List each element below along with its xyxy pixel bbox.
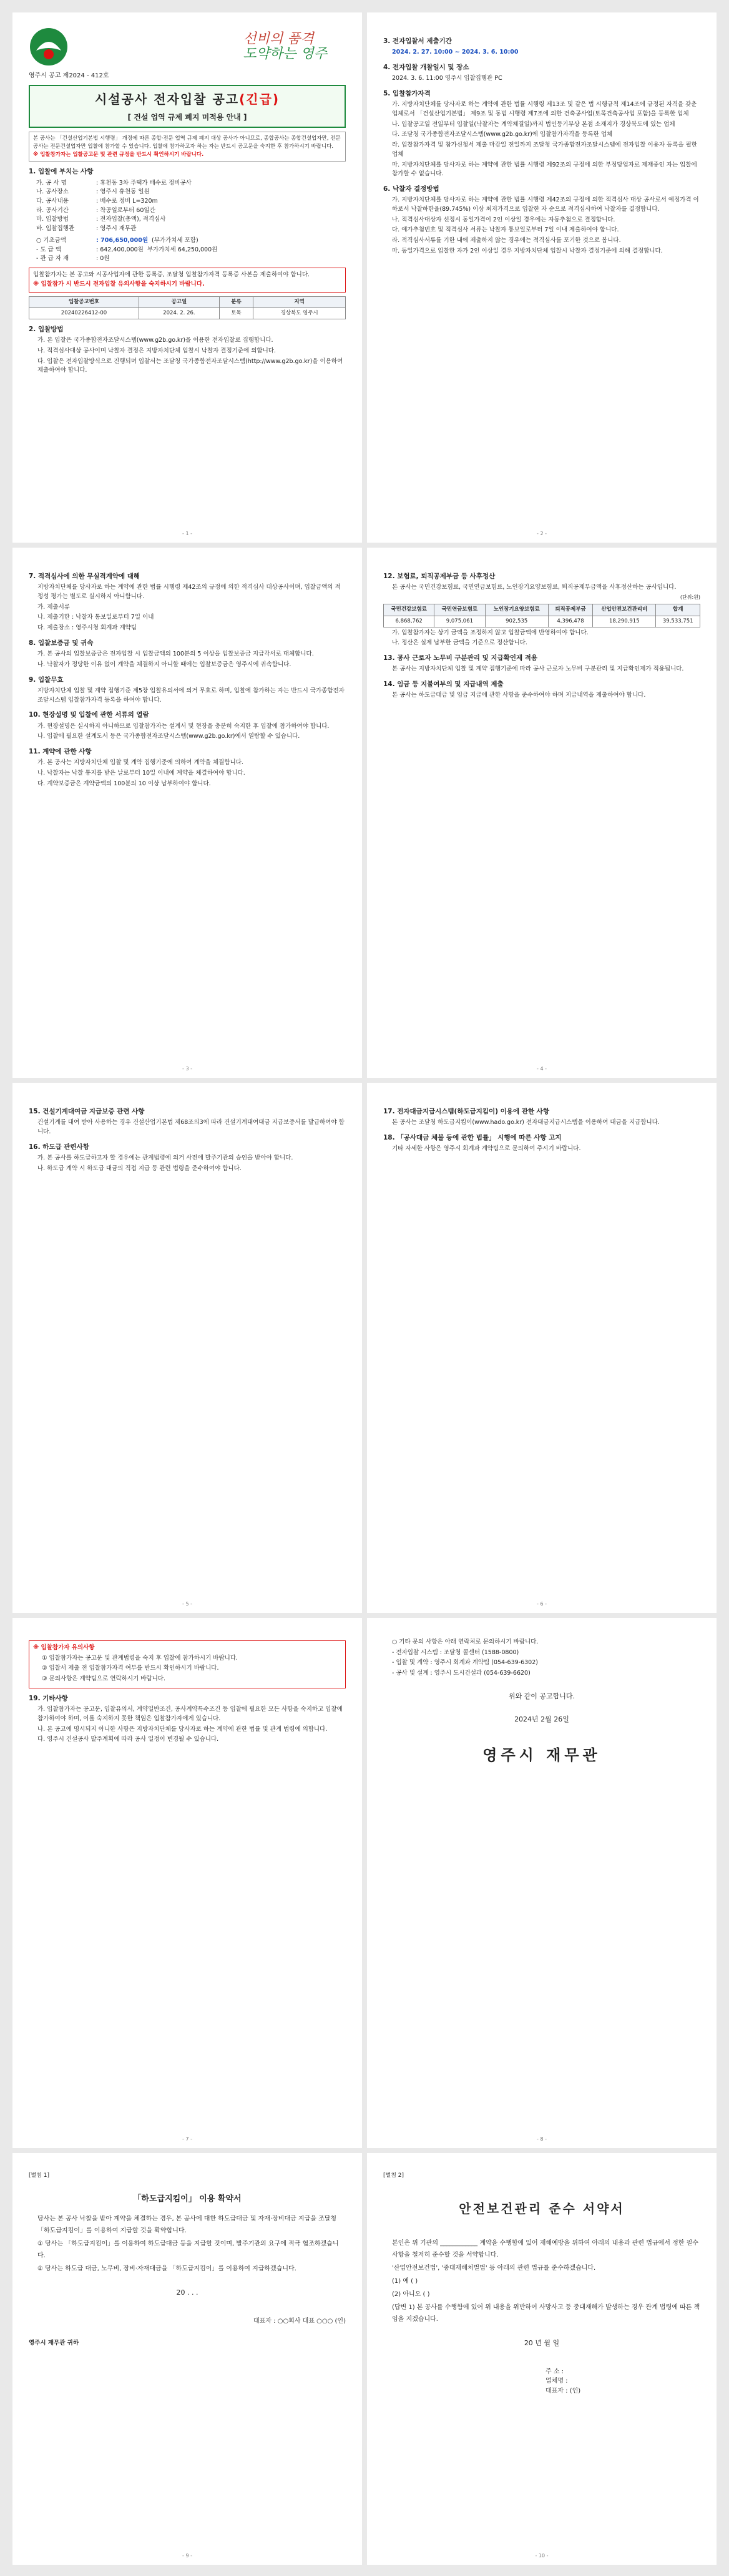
budget-note: (부가가치세 포함): [152, 236, 198, 244]
subtitle: [ 건설 업역 규제 폐지 미적용 안내 ]: [127, 112, 247, 122]
title-box: [29, 85, 346, 128]
page-8: ○ 기타 문의 사항은 아래 연락처로 문의하시기 바랍니다. - 전자입찰 시스템 : 조달청 콜센터 (1588-0800) - 입찰 및 계약 : 영주시 회계과 계약팀 (054-639-6302) - 공사 및 설계 : 영주시 도시건설과 (054-639-6620) 위와 같이 공고합니다. 2024년 2월 26일 영주시 재무관 - 8 -: [367, 1618, 717, 2148]
section-8-items: [29, 650, 346, 669]
page-title: 시설공사 전자입찰 공고(긴급): [94, 91, 280, 107]
list-item: 당사는 본 공사 낙찰을 받아 계약을 체결하는 경우, 본 공사에 대한 하도급대금 및 자재·장비대금 지급을 조달청 「하도급지킴이」를 이용하여 지급할 것을 확약합니다.: [37, 2215, 337, 2235]
yeongju-emblem-icon: [29, 27, 69, 67]
list-item: 지방자치단체 입찰 및 계약 집행기준 제5장 입찰유의서에 의거 무효로 하며, 입찰에 참가하는 자는 반드시 국가종합전자조달시스템 입찰참가자격 등록을 하여야 합니다.: [37, 687, 345, 704]
info-row: [29, 197, 346, 206]
list-item: - 전자입찰 시스템 : 조달청 콜센터 (1588-0800): [392, 1649, 519, 1656]
section-heading: 1. 입찰에 부치는 사항: [29, 168, 94, 176]
info-key: 나. 공사장소: [36, 188, 69, 196]
section-heading: 15. 건설기계대여금 지급보증 관련 사항: [29, 1108, 145, 1115]
page-number: - 10 -: [535, 2552, 549, 2559]
list-item: 다. 제출장소 : 영주시청 회계과 계약팀: [37, 624, 137, 632]
list-item: ① 입찰참가자는 공고문 및 관계법령을 숙지 후 입찰에 참가하시기 바랍니다.: [42, 1654, 238, 1662]
page-1: [12, 12, 362, 543]
section-heading: 7. 적격심사에 의한 무실격계약에 대해: [29, 573, 140, 580]
list-item: '산업안전보건법', '중대재해처벌법' 등 아래의 관련 법규를 준수하겠습니다.: [392, 2264, 596, 2272]
info-key: 마. 입찰방법: [36, 216, 69, 223]
page-number: - 7 -: [182, 2136, 192, 2142]
insurance-table: [383, 604, 700, 627]
list-item: ② 당사는 하도급 대금, 노무비, 장비·자재대금을 「하도급지킴이」를 이용하여 지급하겠습니다.: [37, 2265, 296, 2273]
table-header-cell: 분류: [219, 296, 253, 307]
budget-row: [29, 246, 346, 255]
list-item: 가. 본 공사는 지방자치단체 입찰 및 계약 집행기준에 의하여 계약을 체결합니다.: [37, 759, 243, 767]
table-header-cell: 노인장기요양보험료: [485, 604, 548, 616]
section-heading: 12. 보험료, 퇴직공제부금 등 사후정산: [383, 573, 496, 580]
section-10-items: [29, 722, 346, 742]
section-heading: 13. 공사 근로자 노무비 구분관리 및 지급확인제 적용: [383, 654, 538, 662]
page-6: 17. 전자대금지급시스템(하도급지킴이) 이용에 관한 사항 본 공사는 조달청 하도급지킴이(www.hado.go.kr) 전자대금지급시스템을 이용하여 대금을 지급합니다. 18. 「공사대금 체불 등에 관한 법률」 시행에 따른 사항 고지 기타 자세한 사항은 영주시 회계과 계약팀으로 문의하여 주시기 바랍니다. - 6 -: [367, 1083, 717, 1613]
info-key: 라. 공사기간: [36, 206, 69, 214]
table-cell: 6,868,762: [384, 616, 434, 627]
warning-box: ※ 입찰참가자 유의사항 ① 입찰참가자는 공고문 및 관계법령을 숙지 후 입찰에 참가하시기 바랍니다. ② 입찰서 제출 전 입찰참가자격 여부를 반드시 확인하시기 바랍니다. ③ 문의사항은 계약팀으로 연락하시기 바랍니다.: [29, 1640, 346, 1688]
budget-list: [29, 236, 346, 264]
list-item: 나. 입찰에 필요한 설계도서 등은 국가종합전자조달시스템(www.g2b.go.kr)에서 열람할 수 있습니다.: [37, 733, 300, 740]
list-item: (1) 예 ( ): [392, 2277, 418, 2285]
section-heading: 16. 하도급 관련사항: [29, 1143, 89, 1151]
budget-key: - 도 급 액: [36, 246, 62, 253]
table-cell: 토목: [219, 307, 253, 319]
list-item: 가. 지방자치단체를 당사자로 하는 계약에 관한 법률 시행령 제42조의 규정에 의한 적격심사 대상 공사로서 예정가격 이하로서 낙찰하한율(89.745%) 이상 최저가격으로 입찰한 자 순으로 적격심사하여 낙찰자를 결정합니다.: [392, 196, 699, 213]
list-item: 나. 본 공고에 명시되지 아니한 사항은 지방자치단체를 당사자로 하는 계약에 관한 법률 및 관계 법령에 의합니다.: [37, 1725, 328, 1733]
table-cell: 경상북도 영주시: [253, 307, 346, 319]
info-key: 다. 공사내용: [36, 198, 69, 205]
table-cell: 20240226412-00: [29, 307, 139, 319]
table-header-cell: 합계: [656, 604, 700, 616]
info-row: [29, 206, 346, 216]
budget-value: : 706,650,000원: [96, 236, 148, 244]
authority-signature: 영주시 재무관: [482, 1745, 601, 1764]
page-2: 3. 전자입찰서 제출기간 2024. 2. 27. 10:00 ~ 2024. 3. 6. 10:00 4. 전자입찰 개찰일시 및 장소 2024. 3. 6. 11:00 영주시 입찰집행관 PC 5. 입찰참가자격 가. 지방자치단체를 당사자로 하는 계약에 관한 법률 시행령 제13조 및 같은 법 시행규칙 제14조에 규정된 자격을 갖춘 업체로서 「건설산업기본법」 제9조 및 동법 시행령 제7조에 의한 건축공사업(토목건축공사업 포함)을 등록한 업체 나. 입찰공고일 전일부터 입찰일(낙찰자는 계약체결일)까지 법인등기부상 본점 소재지가 경상북도에 있는 업체 다. 조달청 국가종합전자조달시스템(www.g2b.go.kr)에 입찰참가자격을 등록한 업체 라. 입찰참가자격 및 참가신청서 제출 마감일 전일까지 조달청 국가종합전자조달시스템에 전자입찰 이용자 등록을 필한 업체 마. 지방자치단체를 당사자로 하는 계약에 관한 법률 시행령 제92조의 규정에 의한 부정당업자로 제재중인 자는 입찰에 참가할 수 없습니다. 6. 낙찰자 결정방법 가. 지방자치단체를 당사자로 하는 계약에 관한 법률 시행령 제42조의 규정에 의한 적격심사 대상 공사로서 예정가격 이하로서 낙찰하한율(89.745%) 이상 최저가격으로 입찰한 자 순으로 적격심사하여 낙찰자를 결정합니다. 나. 적격심사대상자 선정시 동일가격이 2인 이상일 경우에는 자동추첨으로 결정합니다. 다. 예가추첨번호 및 적격심사 서류는 낙찰자 통보일로부터 7일 이내 제출하여야 합니다. 라. 적격심사서류를 기한 내에 제출하지 않는 경우에는 적격심사를 포기한 것으로 봅니다. 마. 동일가격으로 입찰한 자가 2인 이상일 경우 지방자치단체 입찰시 낙찰자 결정기준에 의해 결정합니다. - 2 -: [367, 12, 717, 543]
section-heading: 9. 입찰무효: [29, 675, 64, 684]
section-5-items: [383, 100, 700, 179]
list-item: 다. 예가추첨번호 및 적격심사 서류는 낙찰자 통보일로부터 7일 이내 제출하여야 합니다.: [392, 226, 619, 234]
section-heading: 3. 전자입찰서 제출기간: [383, 37, 452, 45]
list-item: ③ 문의사항은 계약팀으로 연락하시기 바랍니다.: [42, 1675, 165, 1683]
section-7-items: [29, 583, 346, 633]
info-row: [29, 179, 346, 188]
budget-key: - 관 급 자 재: [36, 255, 69, 263]
info-value: : 착공일로부터 60일간: [96, 206, 155, 214]
list-item: 다. 영주시 건설공사 발주계획에 따라 공사 일정이 변경될 수 있습니다.: [37, 1736, 219, 1743]
list-item: 본인은 위 기관의 ____________ 계약을 수행함에 있어 재해예방을 위하여 아래의 내용과 관련 법규에서 정한 필수사항을 철저히 준수할 것을 서약합니다.: [392, 2239, 698, 2259]
list-item: (답변 1) 본 공사를 수행함에 있어 위 내용을 위반하여 사망사고 등 중대재해가 발생하는 경우 관계 법령에 따른 책임을 지겠습니다.: [392, 2303, 700, 2323]
list-item: 가. 현장설명은 실시하지 아니하므로 입찰참가자는 설계서 및 현장을 충분히 숙지한 후 입찰에 참가하여야 합니다.: [37, 722, 330, 730]
notice-date: 2024년 2월 26일: [514, 1715, 569, 1723]
list-item: 다. 계약보증금은 계약금액의 100분의 10 이상 납부하여야 합니다.: [37, 780, 211, 787]
info-row: [29, 225, 346, 234]
slogan: 선비의 품격 도약하는 영주: [243, 31, 327, 62]
page-number: - 3 -: [182, 1065, 192, 1072]
list-item: 마. 지방자치단체를 당사자로 하는 계약에 관한 법률 시행령 제92조의 규정에 의한 부정당업자로 제재중인 자는 입찰에 참가할 수 없습니다.: [392, 161, 697, 178]
budget-value: : 0원: [96, 255, 110, 263]
list-item: 라. 적격심사서류를 기한 내에 제출하지 않는 경우에는 적격심사를 포기한 것으로 봅니다.: [392, 237, 621, 245]
list-item: 가. 본 공사의 입찰보증금은 전자입찰 시 입찰금액의 100분의 5 이상을 입찰보증금 지급각서로 대체합니다.: [37, 651, 314, 658]
page-4: 12. 보험료, 퇴직공제부금 등 사후정산 본 공사는 국민건강보험료, 국민연금보험료, 노인장기요양보험료, 퇴직공제부금액을 사후정산하는 공사입니다. (단위:원) 국민건강보험료 국민연금보험료 노인장기요양보험료 퇴직공제부금 산업안전보건관리비 합계 6,868,762 9,075,061 902,535 4,396,478 18,290,915 39,533,751 가. 입찰참가자는 상기 금액을 조정하지 않고 입찰금액에 반영하여야 합니다. 나. 정산은 실제 납부한 금액을 기준으로 정산합니다. 13. 공사 근로자 노무비 구분관리 및 지급확인제 적용 본 공사는 지방자치단체 입찰 및 계약 집행기준에 따라 공사 근로자 노무비 구분관리 및 지급확인제가 적용됩니다. 14. 임금 등 지불여부의 및 지급내역 제출 본 공사는 하도급대금 및 임금 지급에 관한 사항을 준수하여야 하며 지급내역을 제출하여야 합니다. - 4 -: [367, 548, 717, 1078]
page-number: - 8 -: [537, 2136, 547, 2142]
page-number: - 1 -: [182, 530, 192, 536]
list-item: 마. 동일가격으로 입찰한 자가 2인 이상일 경우 지방자치단체 입찰시 낙찰자 결정기준에 의해 결정합니다.: [392, 247, 663, 254]
page-9-form-1: [별첨 1] 「하도급지킴이」 이용 확약서 당사는 본 공사 낙찰을 받아 계약을 체결하는 경우, 본 공사에 대한 하도급대금 및 자재·장비대금 지급을 조달청 「하도급지킴이」를 이용하여 지급할 것을 확약합니다. ① 당사는 「하도급지킴이」를 이용하여 하도급대금 등을 지급할 것이며, 발주기관의 요구에 적극 협조하겠습니다. ② 당사는 하도급 대금, 노무비, 장비·자재대금을 「하도급지킴이」를 이용하여 지급하겠습니다. 20 . . . 대표자 : ○○회사 대표 ○○○ (인) 영주시 재무관 귀하 - 9 -: [12, 2153, 362, 2565]
table-cell: 2024. 2. 26.: [139, 307, 219, 319]
section-heading: 8. 입찰보증금 및 귀속: [29, 639, 94, 647]
section-19-items: [29, 1705, 346, 1745]
info-value: : 전자입찰(총액), 적격심사: [96, 216, 166, 223]
info-key: 가. 공 사 명: [36, 179, 67, 186]
page-5: 15. 건설기계대여금 지급보증 관련 사항 건설기계를 대여 받아 사용하는 경우 건설산업기본법 제68조의3에 따라 건설기계대여대금 지급보증서를 발급하여야 합니다. 16. 하도급 관련사항 가. 본 공사를 하도급하고자 할 경우에는 관계법령에 의거 사전에 발주기관의 승인을 받아야 합니다. 나. 하도급 계약 시 하도급 대금의 직접 지급 등 관련 법령을 준수하여야 합니다. - 5 -: [12, 1083, 362, 1613]
section-12-notes: [383, 629, 700, 648]
info-key: 바. 입찰집행관: [36, 225, 75, 233]
table-header-cell: 입찰공고번호: [29, 296, 139, 307]
list-item: (2) 아니오 ( ): [392, 2290, 430, 2298]
table-cell: 39,533,751: [656, 616, 700, 627]
section-16-items: [29, 1154, 346, 1173]
list-item: 나. 하도급 계약 시 하도급 대금의 직접 지급 등 관련 법령을 준수하여야 합니다.: [37, 1165, 242, 1172]
list-item: 가. 지방자치단체를 당사자로 하는 계약에 관한 법률 시행령 제13조 및 같은 법 시행규칙 제14조에 규정된 자격을 갖춘 업체로서 「건설산업기본법」 제9조 및 동법 시행령 제7조에 의한 건축공사업(토목건축공사업 포함)을 등록한 업체: [392, 101, 697, 117]
info-value: : 휴천동 3차 주택가 배수로 정비공사: [96, 179, 192, 186]
budget-value: : 642,400,000원: [96, 246, 144, 253]
list-item: 나. 적격심사대상자 선정시 동일가격이 2인 이상일 경우에는 자동추첨으로 결정합니다.: [392, 216, 615, 223]
table-header-cell: 지역: [253, 296, 346, 307]
list-item: 다. 조달청 국가종합전자조달시스템(www.g2b.go.kr)에 입찰참가자격을 등록한 업체: [392, 131, 613, 138]
table-cell: 4,396,478: [548, 616, 592, 627]
table-header-cell: 공고일: [139, 296, 219, 307]
page-3: [12, 548, 362, 1078]
section-9-items: [29, 687, 346, 705]
section-heading: 6. 낙찰자 결정방법: [383, 185, 439, 193]
section-6-items: [383, 196, 700, 256]
list-item: 다. 입찰은 전자입찰방식으로 진행되며 입찰서는 조달청 국가종합전자조달시스템(http://www.g2b.go.kr)을 이용하여 제출하여야 합니다.: [37, 357, 343, 374]
list-item: - 공사 및 설계 : 영주시 도시건설과 (054-639-6620): [392, 1670, 531, 1677]
form-body: [29, 2213, 346, 2275]
list-item: 가. 본 입찰은 국가종합전자조달시스템(www.g2b.go.kr)을 이용한 전자입찰로 집행합니다.: [37, 337, 273, 344]
section-2-items: [29, 336, 346, 375]
table-cell: 9,075,061: [434, 616, 485, 627]
contact-lines: [383, 1649, 700, 1678]
list-item: 나. 제출기한 : 낙찰자 통보일로부터 7일 이내: [37, 614, 154, 621]
budget-note: 부가가치세 64,250,000원: [147, 246, 218, 253]
form-title: 「하도급지킴이」 이용 확약서: [133, 2194, 242, 2204]
list-item: 가. 제출서류: [37, 603, 70, 611]
table-header-cell: 국민연금보험료: [434, 604, 485, 616]
info-row: [29, 188, 346, 197]
info-value: : 영주시 재무관: [96, 225, 137, 233]
section-heading: 10. 현장설명 및 입찰에 관한 서류의 열람: [29, 711, 149, 719]
info-value: : 배수로 정비 L=320m: [96, 198, 158, 205]
section-heading: 19. 기타사항: [29, 1694, 68, 1702]
intro-box: 본 공사는 「건설산업기본법 시행령」 개정에 따른 종합·전문 업역 규제 폐지 대상 공사가 아니므로, 종합공사는 종합건설업자만, 전문공사는 전문건설업자만 입찰에 참가할 수 있습니다. 입찰에 참가하고자 하는 자는 반드시 공고문을 숙지한 후 참가하시기 바랍니다. ※ 입찰참가자는 입찰공고문 및 관련 규정을 반드시 확인하시기 바랍니다.: [29, 132, 346, 162]
section-heading: 5. 입찰참가자격: [383, 89, 431, 97]
budget-row: [29, 236, 346, 246]
list-item: 나. 정산은 실제 납부한 금액을 기준으로 정산합니다.: [392, 639, 527, 647]
page-number: - 9 -: [182, 2552, 192, 2559]
section-heading: 2. 입찰방법: [29, 325, 64, 333]
page-10-form-2: [별첨 2] 안전보건관리 준수 서약서 본인은 위 기관의 ____________ 계약을 수행함에 있어 재해예방을 위하여 아래의 내용과 관련 법규에서 정한 필수사항을 철저히 준수할 것을 서약합니다. '산업안전보건법', '중대재해처벌법' 등 아래의 관련 법규를 준수하겠습니다. (1) 예 ( ) (2) 아니오 ( ) (답변 1) 본 공사를 수행함에 있어 위 내용을 위반하여 사망사고 등 중대재해가 발생하는 경우 관계 법령에 따른 책임을 지겠습니다. 20 년 월 일 주 소 : 업체명 : 대표자 : (인) - 10 -: [367, 2153, 717, 2565]
table-cell: 18,290,915: [593, 616, 656, 627]
info-value: : 영주시 휴천동 일원: [96, 188, 150, 196]
table-header-cell: 퇴직공제부금: [548, 604, 592, 616]
budget-row: [29, 254, 346, 264]
section-heading: 17. 전자대금지급시스템(하도급지킴이) 이용에 관한 사항: [383, 1108, 549, 1115]
section-heading: 4. 전자입찰 개찰일시 및 장소: [383, 63, 469, 71]
section-11-items: [29, 758, 346, 788]
form-title: 안전보건관리 준수 서약서: [459, 2201, 625, 2216]
list-item: 가. 본 공사를 하도급하고자 할 경우에는 관계법령에 의거 사전에 발주기관의 승인을 받아야 합니다.: [37, 1154, 293, 1161]
notice-number: 영주시 공고 제2024 - 412호: [29, 72, 109, 79]
section-1-items: [29, 179, 346, 234]
list-item: 나. 입찰공고일 전일부터 입찰일(낙찰자는 계약체결일)까지 법인등기부상 본점 소재지가 경상북도에 있는 업체: [392, 120, 675, 128]
info-row: [29, 215, 346, 225]
list-item: - 입찰 및 계약 : 영주시 회계과 계약팀 (054-639-6302): [392, 1659, 538, 1667]
form-body: [383, 2237, 700, 2325]
list-item: 가. 입찰참가자는 공고문, 입찰유의서, 계약일반조건, 공사계약특수조건 등 입찰에 필요한 모든 사항을 숙지하고 입찰에 참가하여야 하며, 이를 숙지하지 못한 책임은 입찰참가자에게 있습니다.: [37, 1706, 343, 1722]
list-item: ① 당사는 「하도급지킴이」를 이용하여 하도급대금 등을 지급할 것이며, 발주기관의 요구에 적극 협조하겠습니다.: [37, 2240, 339, 2260]
meta-table: [29, 296, 346, 319]
notice-box: 입찰참가자는 본 공고와 시공사업자에 관한 등록증, 조달청 입찰참가자격 등록증 사본을 제출하여야 합니다. ※ 입찰참가 시 반드시 전자입찰 유의사항을 숙지하시기 바랍니다.: [29, 268, 346, 292]
header-logo-row: [29, 25, 346, 69]
list-item: 라. 입찰참가자격 및 참가신청서 제출 마감일 전일까지 조달청 국가종합전자조달시스템에 전자입찰 이용자 등록을 필한 업체: [392, 142, 697, 158]
table-cell: 902,535: [485, 616, 548, 627]
budget-key: ○ 기초금액: [36, 236, 67, 244]
list-item: 가. 입찰참가자는 상기 금액을 조정하지 않고 입찰금액에 반영하여야 합니다.: [392, 629, 589, 636]
page-7: [12, 1618, 362, 2148]
section-heading: 18. 「공사대금 체불 등에 관한 법률」 시행에 따른 사항 고지: [383, 1133, 562, 1141]
page-number: - 6 -: [537, 1600, 547, 1607]
section-heading: 14. 임금 등 지불여부의 및 지급내역 제출: [383, 680, 504, 689]
list-item: ② 입찰서 제출 전 입찰참가자격 여부를 반드시 확인하시기 바랍니다.: [42, 1665, 219, 1672]
list-item: 나. 낙찰자는 낙찰 통지를 받은 날로부터 10일 이내에 계약을 체결하여야 합니다.: [37, 769, 245, 777]
table-header-cell: 산업안전보건관리비: [593, 604, 656, 616]
table-header-cell: 국민건강보험료: [384, 604, 434, 616]
page-number: - 2 -: [537, 530, 547, 536]
list-item: 지방자치단체를 당사자로 하는 계약에 관한 법률 시행령 제42조의 규정에 의한 적격심사 대상공사이며, 입찰금액의 적정성 평가는 별도로 실시하지 아니합니다.: [37, 584, 341, 600]
page-number: - 5 -: [182, 1600, 192, 1607]
list-item: 나. 적격심사대상 공사이며 낙찰자 결정은 지방자치단체 입찰시 낙찰자 결정기준에 의합니다.: [37, 347, 276, 354]
section-heading: 11. 계약에 관한 사항: [29, 747, 92, 755]
page-number: - 4 -: [537, 1065, 547, 1072]
list-item: 나. 낙찰자가 정당한 이유 없이 계약을 체결하지 아니할 때에는 입찰보증금은 영주시에 귀속합니다.: [37, 661, 291, 668]
